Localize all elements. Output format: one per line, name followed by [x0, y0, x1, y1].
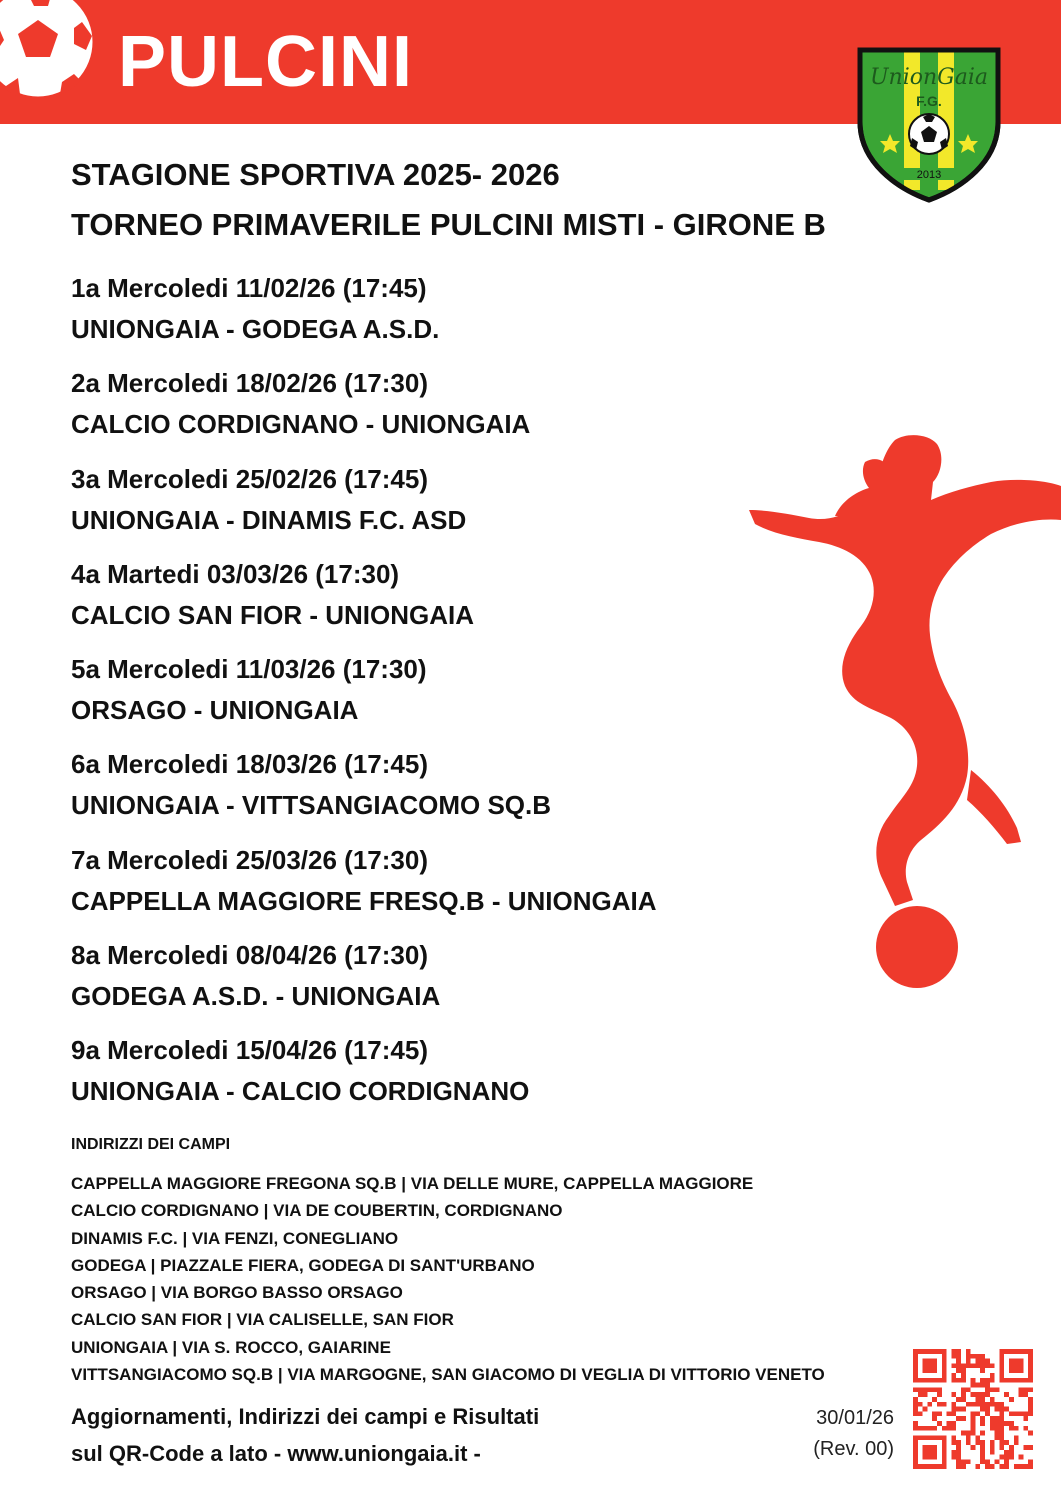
match-round: 6a Mercoledi 18/03/26 (17:45) — [71, 749, 428, 780]
match-item — [71, 459, 657, 554]
revision-date: 30/01/26 — [816, 1407, 894, 1429]
revision-info — [780, 1403, 894, 1465]
match-round: 7a Mercoledi 25/03/26 (17:30) — [71, 844, 428, 875]
svg-text:2013: 2013 — [916, 169, 942, 181]
tournament-title: TORNEO PRIMAVERILE PULCINI MISTI - GIRONE B — [71, 207, 826, 242]
season-heading — [71, 150, 826, 250]
address-line: GODEGA | PIAZZALE FIERA, GODEGA DI SANT'URBANO — [71, 1255, 535, 1275]
address-line: ORSAGO | VIA BORGO BASSO ORSAGO — [71, 1283, 403, 1303]
match-teams: UNIONGAIA - VITTSANGIACOMO SQ.B — [71, 790, 552, 821]
match-teams: UNIONGAIA - DINAMIS F.C. ASD — [71, 504, 467, 535]
soccer-ball-icon — [0, 0, 98, 102]
addresses-title: INDIRIZZI DEI CAMPI — [71, 1136, 231, 1153]
match-round: 3a Mercoledi 25/02/26 (17:45) — [71, 463, 428, 494]
match-round: 1a Mercoledi 11/02/26 (17:45) — [71, 273, 427, 303]
address-line: DINAMIS F.C. | VIA FENZI, CONEGLIANO — [71, 1228, 399, 1248]
match-item — [71, 363, 657, 458]
footer-website: sul QR-Code a lato - www.uniongaia.it - — [71, 1441, 481, 1466]
address-line: CAPPELLA MAGGIORE FREGONA SQ.B | VIA DELLE MURE, CAPPELLA MAGGIORE — [71, 1174, 754, 1193]
match-round: 4a Martedi 03/03/26 (17:30) — [71, 558, 400, 589]
match-teams: CALCIO SAN FIOR - UNIONGAIA — [71, 599, 474, 630]
match-teams: UNIONGAIA - GODEGA A.S.D. — [71, 314, 440, 344]
club-logo — [852, 42, 1006, 204]
match-teams: CALCIO CORDIGNANO - UNIONGAIA — [71, 409, 531, 440]
match-round: 5a Mercoledi 11/03/26 (17:30) — [71, 654, 427, 685]
address-line: CALCIO CORDIGNANO | VIA DE COUBERTIN, CORDIGNANO — [71, 1201, 563, 1221]
svg-text:UnionGaia: UnionGaia — [869, 65, 989, 90]
match-item — [71, 744, 657, 839]
match-item — [71, 554, 657, 649]
address-line: CALCIO SAN FIOR | VIA CALISELLE, SAN FIOR — [71, 1310, 454, 1330]
match-round: 9a Mercoledi 15/04/26 (17:45) — [71, 1035, 428, 1066]
match-teams: GODEGA A.S.D. - UNIONGAIA — [71, 981, 441, 1012]
match-teams: CAPPELLA MAGGIORE FRESQ.B - UNIONGAIA — [71, 885, 657, 916]
match-list — [71, 268, 657, 1126]
field-addresses — [71, 1133, 825, 1388]
page-title: PULCINI — [118, 22, 413, 102]
match-teams: UNIONGAIA - CALCIO CORDIGNANO — [71, 1076, 530, 1107]
match-round: 8a Mercoledi 08/04/26 (17:30) — [71, 940, 428, 971]
match-round: 2a Mercoledi 18/02/26 (17:30) — [71, 368, 428, 399]
match-teams: ORSAGO - UNIONGAIA — [71, 695, 359, 726]
address-line: UNIONGAIA | VIA S. ROCCO, GAIARINE — [71, 1337, 391, 1357]
season-title: STAGIONE SPORTIVA 2025- 2026 — [71, 157, 560, 192]
football-player-silhouette — [745, 430, 1061, 1000]
match-item — [71, 268, 657, 363]
qr-code-icon[interactable] — [913, 1349, 1033, 1469]
address-line: VITTSANGIACOMO SQ.B | VIA MARGOGNE, SAN GIACOMO DI VEGLIA DI VITTORIO VENETO — [71, 1365, 825, 1385]
match-item — [71, 840, 657, 935]
match-item — [71, 649, 657, 744]
svg-text:F.G.: F.G. — [916, 93, 942, 109]
match-item — [71, 1030, 657, 1125]
footer-line: Aggiornamenti, Indirizzi dei campi e Risultati — [71, 1404, 540, 1429]
footer-note — [71, 1398, 539, 1472]
match-item — [71, 935, 657, 1030]
revision-number: (Rev. 00) — [813, 1438, 894, 1460]
